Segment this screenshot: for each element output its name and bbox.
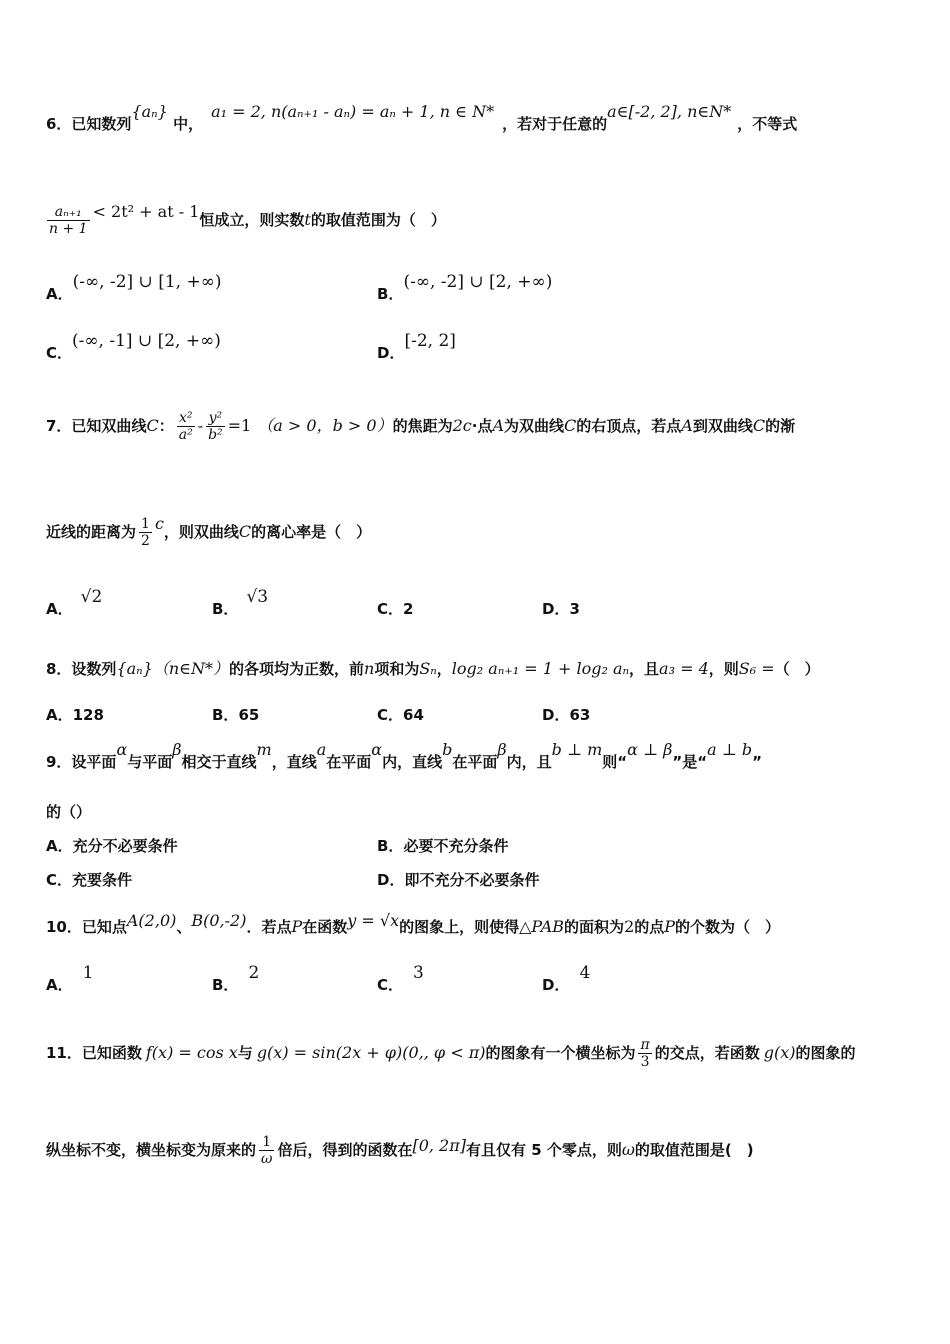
q7-half-c: c bbox=[154, 514, 164, 533]
q9-t1: 与平面 bbox=[127, 753, 173, 771]
q6-lead: 6．已知数列 bbox=[46, 115, 132, 133]
q7-eq: =1 bbox=[227, 416, 252, 435]
q6-frac-num: aₙ₊₁ bbox=[47, 204, 90, 221]
q11-w-num: 1 bbox=[259, 1134, 274, 1151]
q11-line1 bbox=[46, 1037, 855, 1070]
q7-point-a-2: A bbox=[681, 416, 693, 435]
q8-comma: ， bbox=[436, 660, 452, 678]
q7-half-num: 1 bbox=[141, 516, 150, 532]
q10-fn: y = √x bbox=[347, 911, 400, 930]
q11-t3: 的交点，若函数 bbox=[654, 1044, 760, 1062]
q6-cond-lead: ，若对于任意的 bbox=[502, 115, 608, 133]
q8-log: log₂ aₙ₊₁ = 1 + log₂ aₙ bbox=[451, 659, 630, 678]
q9-t9: ” bbox=[752, 753, 762, 771]
option-value: (-∞, -2] ∪ [1, +∞) bbox=[72, 272, 222, 292]
q8-option-b[interactable] bbox=[212, 705, 259, 725]
q10-t3: 的图象上，则使得 bbox=[399, 918, 520, 936]
q9-option-d[interactable] bbox=[377, 870, 539, 890]
q7-line2-mid: ，则双曲线 bbox=[163, 523, 239, 541]
q8-seq: {aₙ}（n∈N*） bbox=[116, 659, 229, 678]
q7-f1-den: a² bbox=[178, 427, 193, 443]
option-value: 1 bbox=[82, 963, 94, 983]
q8-n: n bbox=[364, 659, 375, 678]
q8-text2: 项和为 bbox=[374, 660, 420, 678]
q10-point-b: B(0,-2) bbox=[191, 911, 247, 930]
q8-text5: （ ） bbox=[774, 660, 820, 678]
option-value: 必要不充分条件 bbox=[403, 837, 509, 855]
q10-option-a[interactable] bbox=[46, 963, 94, 995]
q11-w-den: ω bbox=[261, 1151, 273, 1167]
q6-fraction bbox=[47, 204, 90, 237]
option-label: B． bbox=[212, 976, 239, 994]
q7-half bbox=[139, 516, 152, 549]
q7-f1-num: x² bbox=[177, 410, 195, 427]
q7-cond: （a > 0，b > 0） bbox=[257, 416, 393, 435]
option-value: 充要条件 bbox=[72, 871, 133, 889]
q9-t4-2: 在平面 bbox=[452, 753, 498, 771]
option-value: 4 bbox=[579, 963, 591, 983]
q6-ineq: < 2t² + at - 1 bbox=[92, 202, 200, 221]
q10-option-c[interactable] bbox=[377, 963, 424, 995]
q7-minus: - bbox=[197, 416, 204, 435]
q7-colon: ： bbox=[158, 417, 174, 435]
option-label: C． bbox=[377, 706, 404, 724]
q11-pi-den: 3 bbox=[640, 1054, 650, 1070]
q11-t2: 的图象有一个横坐标为 bbox=[485, 1044, 636, 1062]
q9-t3: ，直线 bbox=[271, 753, 317, 771]
q10-triangle: △PAB bbox=[519, 917, 565, 936]
option-label: D． bbox=[542, 976, 570, 994]
q9-beta-2: β bbox=[497, 740, 507, 759]
option-value: 64 bbox=[403, 706, 424, 724]
q9-lead: 9．设平面 bbox=[46, 753, 117, 771]
q7-lead: 7．已知双曲线 bbox=[46, 417, 147, 435]
option-label: C． bbox=[46, 344, 73, 362]
option-label: C． bbox=[377, 976, 404, 994]
option-value: 65 bbox=[238, 706, 260, 724]
q7-frac-y bbox=[206, 410, 225, 443]
option-value: 63 bbox=[569, 706, 591, 724]
option-label: A． bbox=[46, 976, 73, 994]
option-value: 2 bbox=[248, 963, 260, 983]
option-value: [-2, 2] bbox=[404, 331, 456, 351]
option-value: √3 bbox=[246, 587, 269, 607]
q10-t4: 的面积为 bbox=[564, 918, 625, 936]
option-value: 充分不必要条件 bbox=[72, 837, 178, 855]
q9-t2: 相交于直线 bbox=[181, 753, 257, 771]
q7-focal: 2c bbox=[452, 416, 472, 435]
q9-t6: 内，且 bbox=[506, 753, 552, 771]
q10-two: 2 bbox=[624, 917, 635, 936]
q7-text4: 的右顶点，若点 bbox=[576, 417, 682, 435]
option-value: (-∞, -1] ∪ [2, +∞) bbox=[72, 331, 221, 351]
q7-text2: ·点 bbox=[471, 417, 493, 435]
q6-mid: 中， bbox=[167, 115, 204, 133]
q6-var-t: t bbox=[304, 210, 311, 229]
option-label: A． bbox=[46, 285, 73, 303]
option-label: C． bbox=[377, 600, 404, 618]
q11-t1: 与 bbox=[237, 1044, 253, 1062]
q9-option-c[interactable] bbox=[46, 870, 132, 890]
q10-t2: 在函数 bbox=[302, 918, 348, 936]
q9-beta: β bbox=[172, 740, 182, 759]
q7-text1: 的焦距为 bbox=[392, 417, 453, 435]
q8-a3: a₃ = 4 bbox=[659, 659, 709, 678]
q11-pi-frac bbox=[638, 1037, 651, 1070]
q11-pi-num: π bbox=[640, 1037, 650, 1053]
q6-recurrence: a₁ = 2, n(aₙ₊₁ - aₙ) = aₙ + 1, n ∈ N* bbox=[211, 102, 495, 121]
option-value: 2 bbox=[403, 600, 414, 618]
q7-text3: 为双曲线 bbox=[504, 417, 565, 435]
option-label: B． bbox=[212, 706, 239, 724]
q7-f2-num: y² bbox=[206, 410, 225, 427]
q9-m: m bbox=[256, 740, 272, 759]
q10-p: P bbox=[291, 917, 303, 936]
option-label: B． bbox=[377, 285, 404, 303]
q11-omega-frac bbox=[259, 1134, 274, 1167]
option-label: A． bbox=[46, 706, 73, 724]
q6-option-b[interactable] bbox=[377, 272, 553, 304]
q8-option-d[interactable] bbox=[542, 705, 590, 725]
q10-p-2: P bbox=[664, 917, 676, 936]
q7-option-c[interactable] bbox=[377, 599, 413, 619]
q11-lead: 11．已知函数 bbox=[46, 1044, 142, 1062]
q9-alpha-2: α bbox=[371, 740, 383, 759]
q6-frac-den: n + 1 bbox=[49, 221, 88, 237]
q11-line2-t1: 倍后，得到的函数在 bbox=[277, 1141, 413, 1159]
q10-t5: 的点 bbox=[634, 918, 665, 936]
q6-option-a[interactable] bbox=[46, 272, 222, 304]
q7-point-a: A bbox=[492, 416, 504, 435]
q10-option-b[interactable] bbox=[212, 963, 260, 995]
q8-option-c[interactable] bbox=[377, 705, 424, 725]
q7-option-d[interactable] bbox=[542, 599, 580, 619]
option-label: D． bbox=[377, 871, 405, 889]
q9-bm: b ⊥ m bbox=[551, 740, 603, 759]
q9-planes: α ⊥ β bbox=[627, 740, 673, 759]
q7-text6: 的渐 bbox=[765, 417, 796, 435]
q8-lead: 8．设数列 bbox=[46, 660, 117, 678]
q7-curve-2: C bbox=[564, 416, 577, 435]
q9-option-b[interactable] bbox=[377, 836, 508, 856]
q9-option-a[interactable] bbox=[46, 836, 178, 856]
q11-g: g(x) = sin(2x + φ)(0,, φ < π) bbox=[256, 1043, 486, 1062]
q8-text1: 的各项均为正数，前 bbox=[228, 660, 364, 678]
q9-a: a bbox=[316, 740, 327, 759]
q8-sn: Sₙ bbox=[419, 659, 437, 678]
option-label: A． bbox=[46, 837, 73, 855]
q8-text3: ，且 bbox=[629, 660, 660, 678]
q11-interval: [0, 2π] bbox=[412, 1136, 466, 1155]
q8-option-a[interactable] bbox=[46, 705, 104, 725]
option-value: 3 bbox=[413, 963, 424, 983]
q11-line2 bbox=[46, 1134, 754, 1167]
option-label: A． bbox=[46, 600, 73, 618]
q7-text5: 到双曲线 bbox=[692, 417, 753, 435]
q11-omega: ω bbox=[621, 1140, 635, 1159]
option-value: 128 bbox=[72, 706, 104, 724]
q11-gx: g(x) bbox=[763, 1043, 796, 1062]
q7-curve-3: C bbox=[752, 416, 766, 435]
option-label: D． bbox=[542, 706, 570, 724]
q7-option-a[interactable] bbox=[46, 587, 103, 619]
q6-seq: {aₙ} bbox=[131, 102, 168, 121]
q10-lead: 10．已知点 bbox=[46, 918, 127, 936]
q9-line2: 的（） bbox=[46, 803, 92, 821]
q10-t6: 的个数为（ ） bbox=[675, 918, 781, 936]
q7-line2-lead: 近线的距离为 bbox=[46, 523, 137, 541]
q6-cond: a∈[-2, 2], n∈N* bbox=[607, 102, 732, 121]
q9-t8: ”是“ bbox=[672, 753, 708, 771]
q9-lines: a ⊥ b bbox=[707, 740, 753, 759]
option-label: D． bbox=[377, 344, 405, 362]
option-value: 即不充分不必要条件 bbox=[404, 871, 540, 889]
q9-t5: 内，直线 bbox=[382, 753, 443, 771]
q6-line2-end: 的取值范围为（ ） bbox=[310, 211, 446, 229]
q9-t4: 在平面 bbox=[326, 753, 372, 771]
q6-cond-tail: ，不等式 bbox=[737, 115, 798, 133]
q9-line1 bbox=[46, 740, 762, 772]
q6-option-c[interactable] bbox=[46, 331, 221, 363]
q6-line1 bbox=[46, 102, 798, 134]
q10-point-a: A(2,0) bbox=[126, 911, 177, 930]
q6-line2 bbox=[44, 204, 446, 237]
q6-option-d[interactable] bbox=[377, 331, 456, 363]
q9-b: b bbox=[442, 740, 453, 759]
q11-line2-lead: 纵坐标不变，横坐标变为原来的 bbox=[46, 1141, 257, 1159]
q7-frac-x bbox=[177, 410, 195, 443]
option-label: D． bbox=[542, 600, 570, 618]
q10-t1: ．若点 bbox=[246, 918, 292, 936]
q10-line1 bbox=[46, 911, 781, 937]
q7-curve-4: C bbox=[238, 522, 252, 541]
q7-curve: C bbox=[146, 416, 159, 435]
option-label: C． bbox=[46, 871, 73, 889]
option-value: 3 bbox=[569, 600, 580, 618]
q11-f: f(x) = cos x bbox=[145, 1043, 238, 1062]
q10-sep: 、 bbox=[176, 918, 192, 936]
q7-f2-den: b² bbox=[208, 427, 223, 443]
q7-half-den: 2 bbox=[141, 533, 150, 549]
q7-line2 bbox=[46, 516, 371, 549]
option-label: B． bbox=[377, 837, 404, 855]
q11-t4: 的图象的 bbox=[795, 1044, 856, 1062]
q6-line2-tail: 恒成立，则实数 bbox=[199, 211, 305, 229]
q7-line1 bbox=[46, 410, 795, 443]
q7-option-b[interactable] bbox=[212, 587, 269, 619]
q11-line2-end: 的取值范围是( ) bbox=[634, 1141, 754, 1159]
q9-alpha: α bbox=[116, 740, 128, 759]
option-value: √2 bbox=[80, 587, 103, 607]
q8-s6: S₆ = bbox=[738, 659, 775, 678]
option-value: (-∞, -2] ∪ [2, +∞) bbox=[403, 272, 553, 292]
q9-t7: 则“ bbox=[602, 753, 628, 771]
q11-line2-t2: 有且仅有 5 个零点，则 bbox=[465, 1141, 622, 1159]
q8-line1 bbox=[46, 659, 820, 679]
q7-line2-end: 的离心率是（ ） bbox=[251, 523, 372, 541]
option-label: B． bbox=[212, 600, 239, 618]
q10-option-d[interactable] bbox=[542, 963, 591, 995]
q8-text4: ，则 bbox=[708, 660, 739, 678]
